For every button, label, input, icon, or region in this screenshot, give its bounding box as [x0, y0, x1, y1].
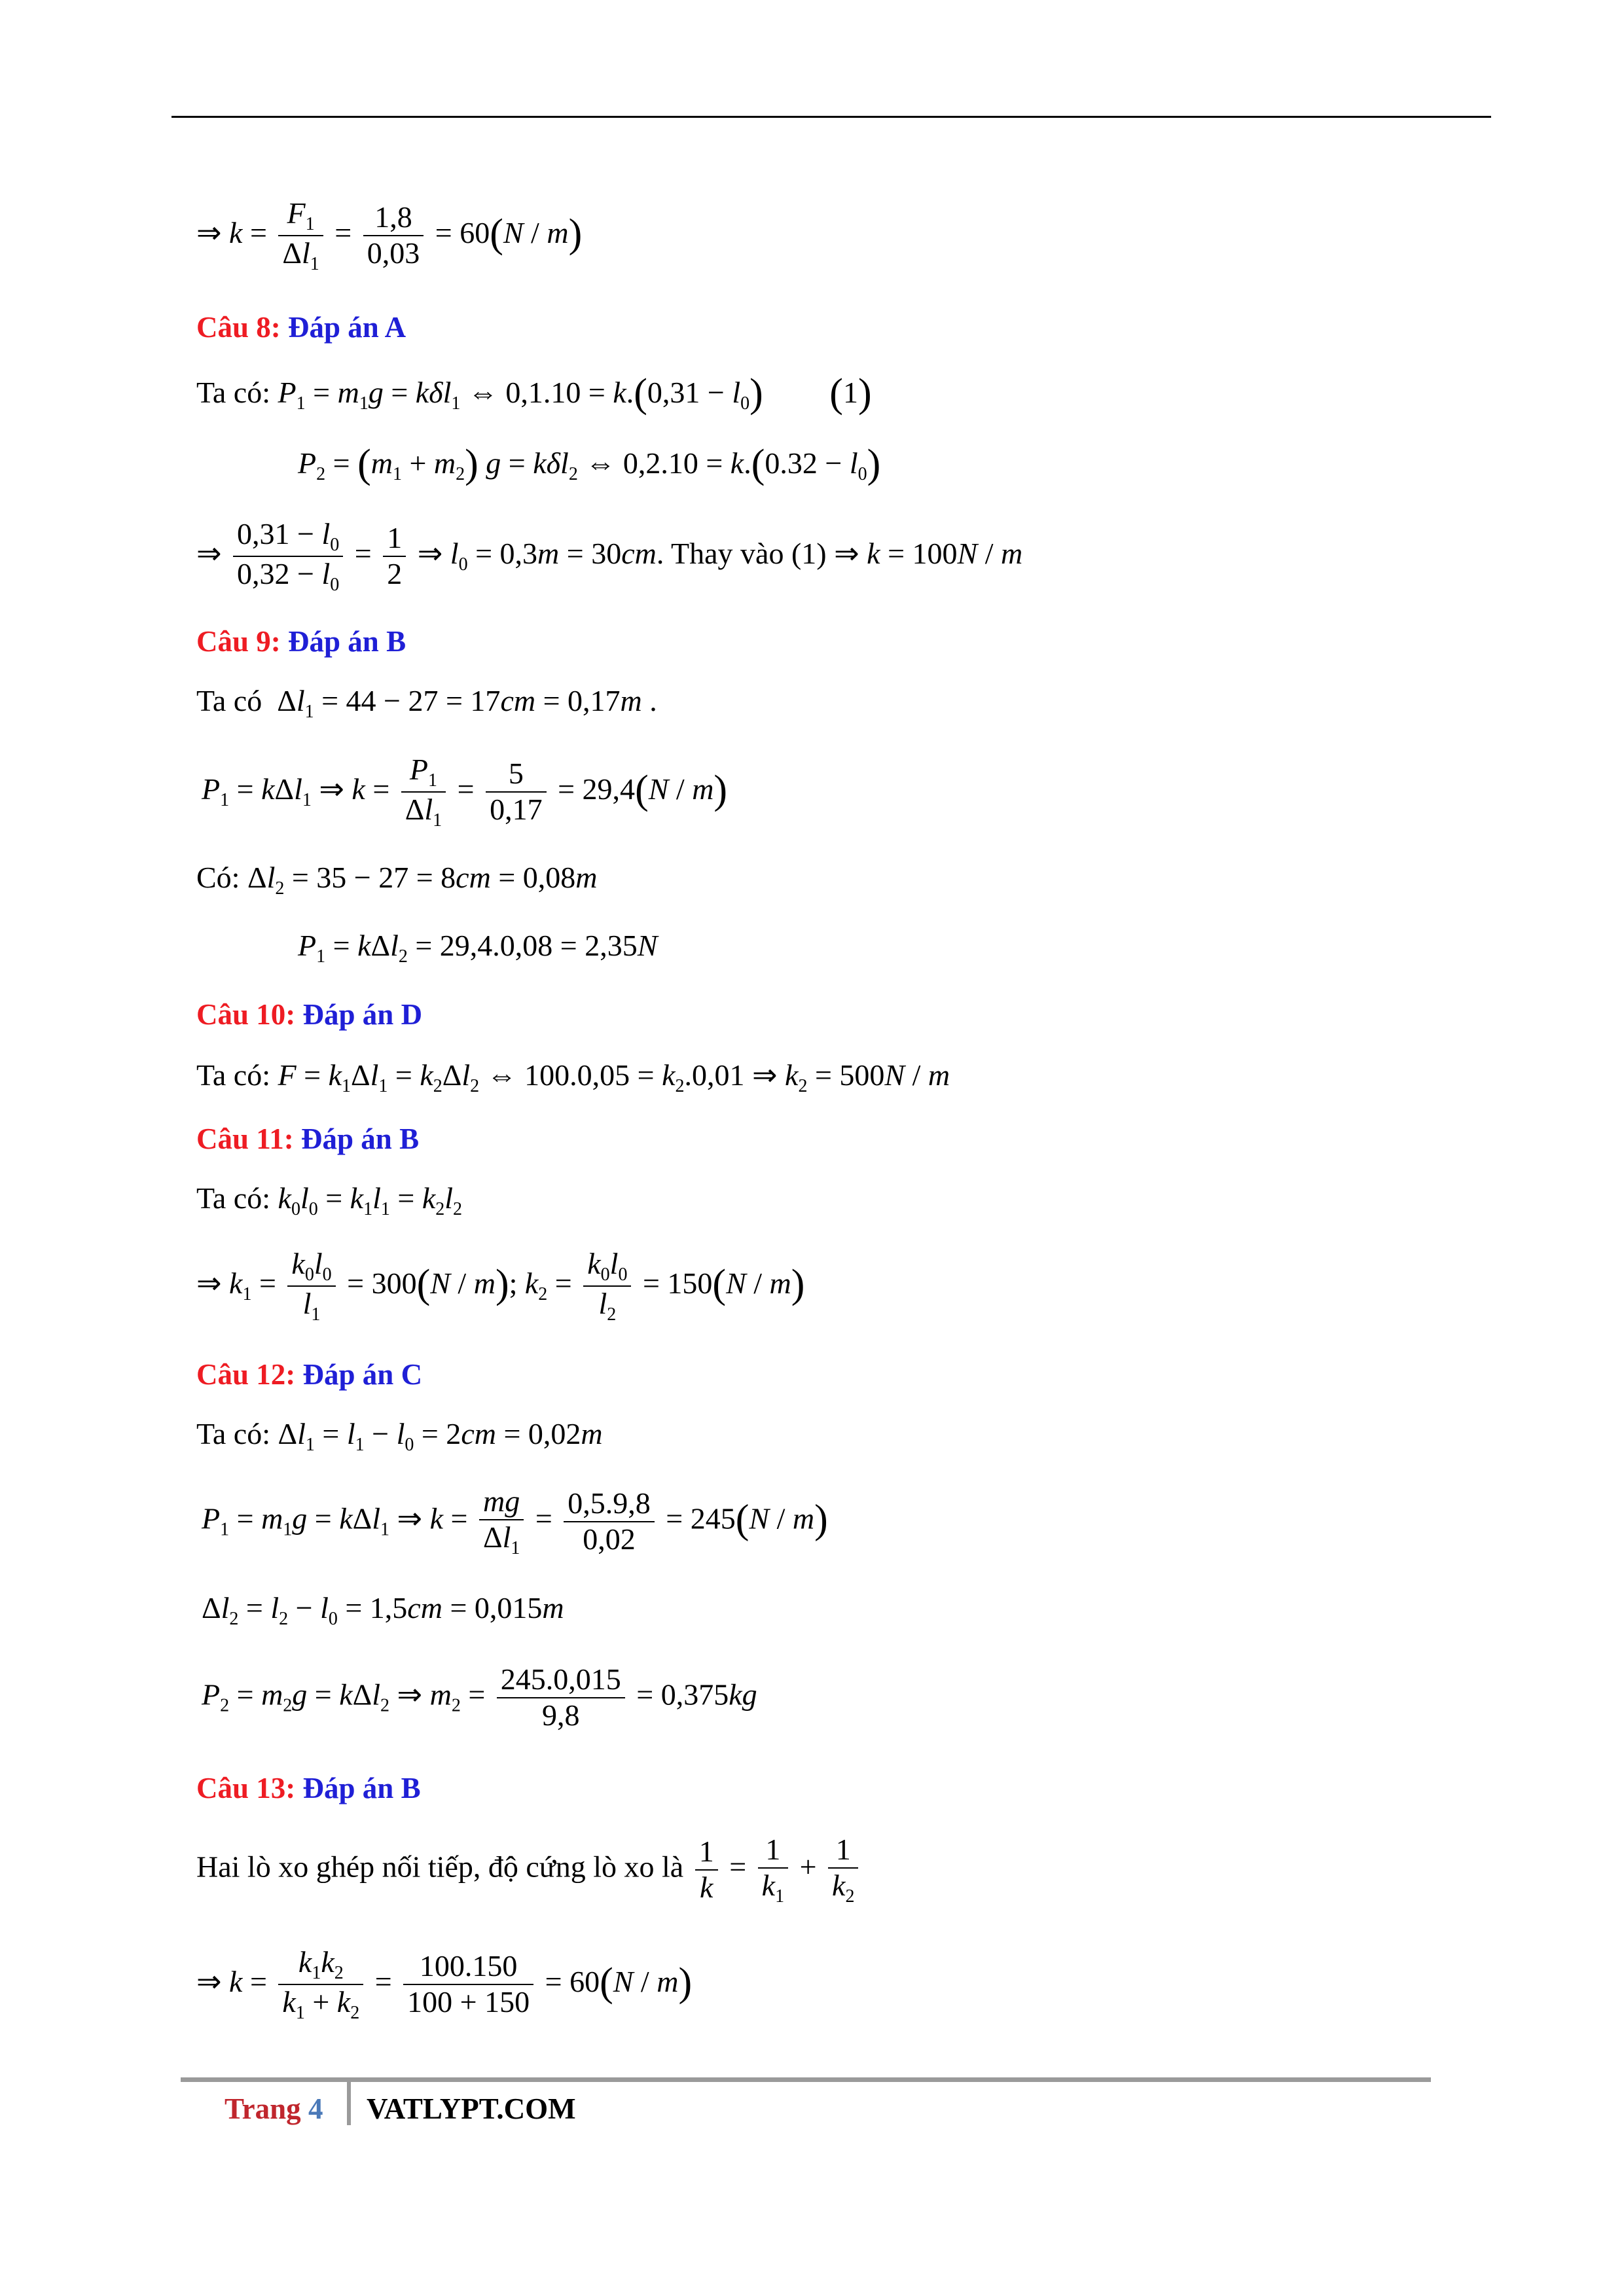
c13-eq1: Hai lò xo ghép nối tiếp, độ cứng lò xo là $\frac{1}{k}$ = $\frac{1}{k_1}$ + $\frac{1}{k_2}$ [196, 1833, 862, 1907]
footer-page-label: Trang [225, 2092, 301, 2125]
c8-thay: . Thay vào (1) [656, 536, 827, 570]
c8-eq2: $P_2 = (m_1 + m_2) g = k\delta l_2$ ⇔ $0,2.10 = k.(0.32 - l_0)$ [298, 442, 881, 486]
c8-eq3: ⇒ $\frac{0,31 - l_0}{0,32 - l_0}$ = $\frac{1}{2}$ ⇒ $l_0 = 0,3m = 30cm$. Thay vào (1) ⇒ k = 100N / m [196, 517, 1023, 596]
c13-heading [196, 1774, 421, 1803]
c11-answer: Đáp án B [301, 1122, 420, 1155]
c9-eq1: Ta có $\Delta l_1 = 44 - 27 = 17cm = 0,17m$ . [196, 684, 657, 722]
c10-eq1: Ta có: $F = k_1\Delta l_1 = k_2\Delta l_2$ ⇔ $100.0,05 = k_2.0,01$ ⇒ $k_2 = 500N / m$ [196, 1058, 950, 1096]
c13-eq2: ⇒ k = $\frac{k_1k_2}{k_1 + k_2}$ = $\frac{100.150}{100 + 150}$ = 60(N / m) [196, 1945, 693, 2024]
c12-answer: Đáp án C [302, 1358, 423, 1391]
c9-answer: Đáp án B [288, 625, 406, 658]
c8-heading [196, 313, 406, 342]
c11-heading [196, 1124, 419, 1154]
c13-text: Hai lò xo ghép nối tiếp, độ cứng lò xo là [196, 1850, 684, 1884]
footer-page-num: 4 [308, 2092, 323, 2125]
c9-label: Câu 9: [196, 625, 281, 658]
c12-eq2: $P_1 = m_1g = k\Delta l_1$ ⇒ k = $\frac{mg}{\Delta l_1}$ = $\frac{0,5.9,8}{0,02}$ = 245(N / m) [202, 1484, 828, 1558]
header-rule [171, 116, 1491, 118]
c7-result-equation: ⇒ k = $\frac{F_1}{\Delta l_1}$ = $\frac{1,8}{0,03}$ = 60(N / m) [196, 196, 583, 275]
c8-eq1: Ta có: $P_1 = m_1g = k\delta l_1$ ⇔ $0,1.10 = k.(0,31 - l_0)$ (1) [196, 371, 872, 416]
c11-eq1: Ta có: $k_0l_0 = k_1l_1 = k_2l_2$ [196, 1181, 463, 1219]
c12-label: Câu 12: [196, 1358, 296, 1391]
c13-label: Câu 13: [196, 1772, 296, 1804]
footer-site-name: VATLYPT.COM [367, 2092, 576, 2125]
footer-page-number [225, 2092, 323, 2126]
c11-eq2: ⇒ $k_1$ = $\frac{k_0l_0}{l_1}$ = 300(N / m); $k_2$ = $\frac{k_0l_0}{l_2}$ = 150(N / m) [196, 1247, 805, 1325]
c12-intro: Ta có: [196, 1417, 271, 1450]
c8-label: Câu 8: [196, 311, 281, 344]
c10-label: Câu 10: [196, 998, 296, 1031]
c9-heading [196, 627, 406, 656]
c8-eq1-tag: (1) [829, 371, 872, 416]
c11-intro: Ta có: [196, 1181, 271, 1215]
c10-answer: Đáp án D [302, 998, 423, 1031]
c9-eq3: Có: $\Delta l_2 = 35 - 27 = 8cm = 0,08m$ [196, 861, 598, 899]
c10-heading [196, 1000, 422, 1030]
c8-answer: Đáp án A [288, 311, 406, 344]
footer-rule [181, 2077, 1431, 2082]
c12-eq3: $\Delta l_2 = l_2 - l_0 = 1,5cm = 0,015m$ [202, 1591, 564, 1629]
c8-intro: Ta có: [196, 376, 271, 409]
c12-heading [196, 1360, 422, 1390]
c11-label: Câu 11: [196, 1122, 294, 1155]
c9-intro: Ta có [196, 684, 262, 717]
c9-eq4: $P_1 = k\Delta l_2 = 29,4.0,08 = 2,35N$ [298, 929, 658, 967]
c9-eq2: $P_1 = k\Delta l_1$ ⇒ k = $\frac{P_1}{\Delta l_1}$ = $\frac{5}{0,17}$ = 29,4(N / m) [202, 753, 728, 831]
c13-answer: Đáp án B [302, 1772, 421, 1804]
c10-intro: Ta có: [196, 1058, 271, 1092]
c12-eq4: $P_2 = m_2g = k\Delta l_2$ ⇒ $m_2$ = $\frac{245.0,015}{9,8}$ = 0,375kg [202, 1662, 757, 1732]
footer-separator [347, 2082, 351, 2125]
c12-eq1: Ta có: $\Delta l_1 = l_1 - l_0 = 2cm = 0,02m$ [196, 1417, 603, 1455]
c9-co: Có: [196, 861, 240, 894]
